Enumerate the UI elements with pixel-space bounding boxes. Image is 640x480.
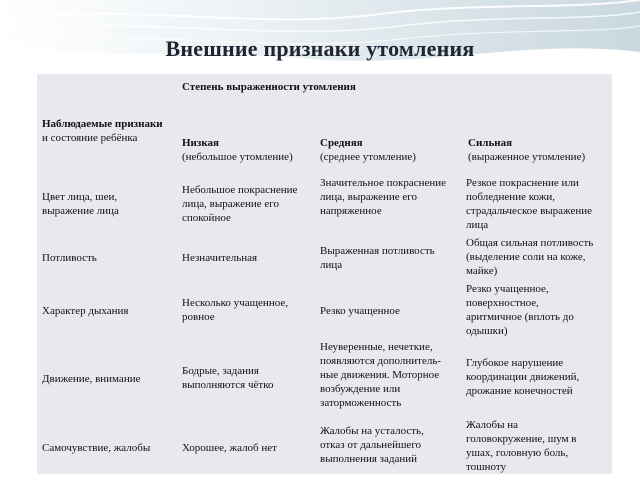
cell-line: Несколько учащенное, bbox=[182, 297, 288, 309]
table-cell-medium bbox=[320, 304, 400, 318]
table-cell-medium bbox=[320, 340, 441, 410]
cell-line: Цвет лица, шеи, bbox=[42, 191, 118, 203]
cell-line: напряженное bbox=[320, 205, 382, 217]
cell-line: лица, выражение его bbox=[182, 198, 279, 210]
cell-line: страдальческое выражение bbox=[466, 205, 593, 217]
table-row-sign bbox=[42, 441, 150, 455]
slide-title: Внешние признаки утомления bbox=[165, 36, 475, 61]
level-header-high bbox=[468, 136, 585, 164]
cell-line: заторможенность bbox=[320, 397, 402, 409]
level-header-medium bbox=[320, 136, 416, 164]
cell-line: Движение, внимание bbox=[42, 373, 141, 385]
cell-line: аритмичное (вплоть до bbox=[466, 311, 574, 323]
table-cell-medium bbox=[320, 244, 435, 272]
table-cell-low bbox=[182, 364, 273, 392]
cell-line: выражение лица bbox=[42, 205, 119, 217]
table-cell-high bbox=[466, 282, 574, 338]
level-note: (среднее утомление) bbox=[320, 151, 416, 163]
level-name: Низкая bbox=[182, 137, 219, 149]
cell-line: координации движений, bbox=[466, 371, 580, 383]
cell-line: Потливость bbox=[42, 252, 97, 264]
cell-line: ровное bbox=[182, 311, 215, 323]
level-name: Сильная bbox=[468, 137, 513, 149]
cell-line: спокойное bbox=[182, 212, 231, 224]
cell-line: головокружение, шум в bbox=[466, 433, 577, 445]
cell-line: лица, выражение его bbox=[320, 191, 417, 203]
row-header-line2: и состояние ребёнка bbox=[42, 132, 138, 144]
cell-line: дрожание конечностей bbox=[466, 385, 573, 397]
table-cell-high bbox=[466, 236, 593, 278]
cell-line: выполняются чётко bbox=[182, 379, 274, 391]
table-row-sign bbox=[42, 251, 97, 265]
table-cell-medium bbox=[320, 176, 446, 218]
table-cell-high bbox=[466, 176, 592, 232]
table-cell-high bbox=[466, 356, 579, 398]
cell-line: Самочувствие, жалобы bbox=[42, 442, 151, 454]
cell-line: Выраженная потливость bbox=[320, 245, 435, 257]
cell-line: поверхностное, bbox=[466, 297, 539, 309]
cell-line: Резкое покраснение или bbox=[466, 177, 579, 189]
cell-line: одышки) bbox=[466, 325, 508, 337]
cell-line: Небольшое покраснение bbox=[182, 184, 298, 196]
cell-line: майке) bbox=[466, 265, 498, 277]
cell-line: Характер дыхания bbox=[42, 305, 129, 317]
table-row-sign bbox=[42, 190, 119, 218]
cell-line: Глубокое нарушение bbox=[466, 357, 564, 369]
table-cell-high bbox=[466, 418, 576, 474]
table-cell-low bbox=[182, 183, 297, 225]
table-cell-medium bbox=[320, 424, 424, 466]
cell-line: Резко учащенное, bbox=[466, 283, 549, 295]
cell-line: Хорошее, жалоб нет bbox=[182, 442, 277, 454]
table-row-sign bbox=[42, 372, 140, 386]
level-note: (выраженное утомление) bbox=[468, 151, 586, 163]
cell-line: Бодрые, задания bbox=[182, 365, 259, 377]
table-cell-low bbox=[182, 296, 288, 324]
level-name: Средняя bbox=[320, 137, 363, 149]
cell-line: (выделение соли на коже, bbox=[466, 251, 586, 263]
cell-line: Незначительная bbox=[182, 252, 258, 264]
cell-line: Жалобы на bbox=[466, 419, 519, 431]
cell-line: Значительное покраснение bbox=[320, 177, 447, 189]
cell-line: Общая сильная потливость bbox=[466, 237, 594, 249]
cell-line: выполнения заданий bbox=[320, 453, 418, 465]
cell-line: тошноту bbox=[466, 461, 507, 473]
cell-line: отказ от дальнейшего bbox=[320, 439, 422, 451]
cell-line: ушах, головную боль, bbox=[466, 447, 569, 459]
row-header-label bbox=[42, 117, 163, 145]
cell-line: лица bbox=[466, 219, 489, 231]
cell-line: ные движения. Моторное bbox=[320, 369, 440, 381]
cell-line: появляются дополнитель- bbox=[320, 355, 441, 367]
level-note: (небольшое утомление) bbox=[182, 151, 293, 163]
table-cell-low bbox=[182, 251, 257, 265]
cell-line: Неуверенные, нечеткие, bbox=[320, 341, 433, 353]
cell-line: побледнение кожи, bbox=[466, 191, 555, 203]
header-group-label: Степень выраженности утомления bbox=[182, 81, 356, 93]
cell-line: возбуждение или bbox=[320, 383, 401, 395]
level-header-low bbox=[182, 136, 293, 164]
cell-line: лица bbox=[320, 259, 343, 271]
row-header-line1: Наблюдаемые признаки bbox=[42, 118, 163, 130]
table-cell-low bbox=[182, 441, 277, 455]
cell-line: Резко учащенное bbox=[320, 305, 400, 317]
cell-line: Жалобы на усталость, bbox=[320, 425, 424, 437]
table-row-sign bbox=[42, 304, 128, 318]
